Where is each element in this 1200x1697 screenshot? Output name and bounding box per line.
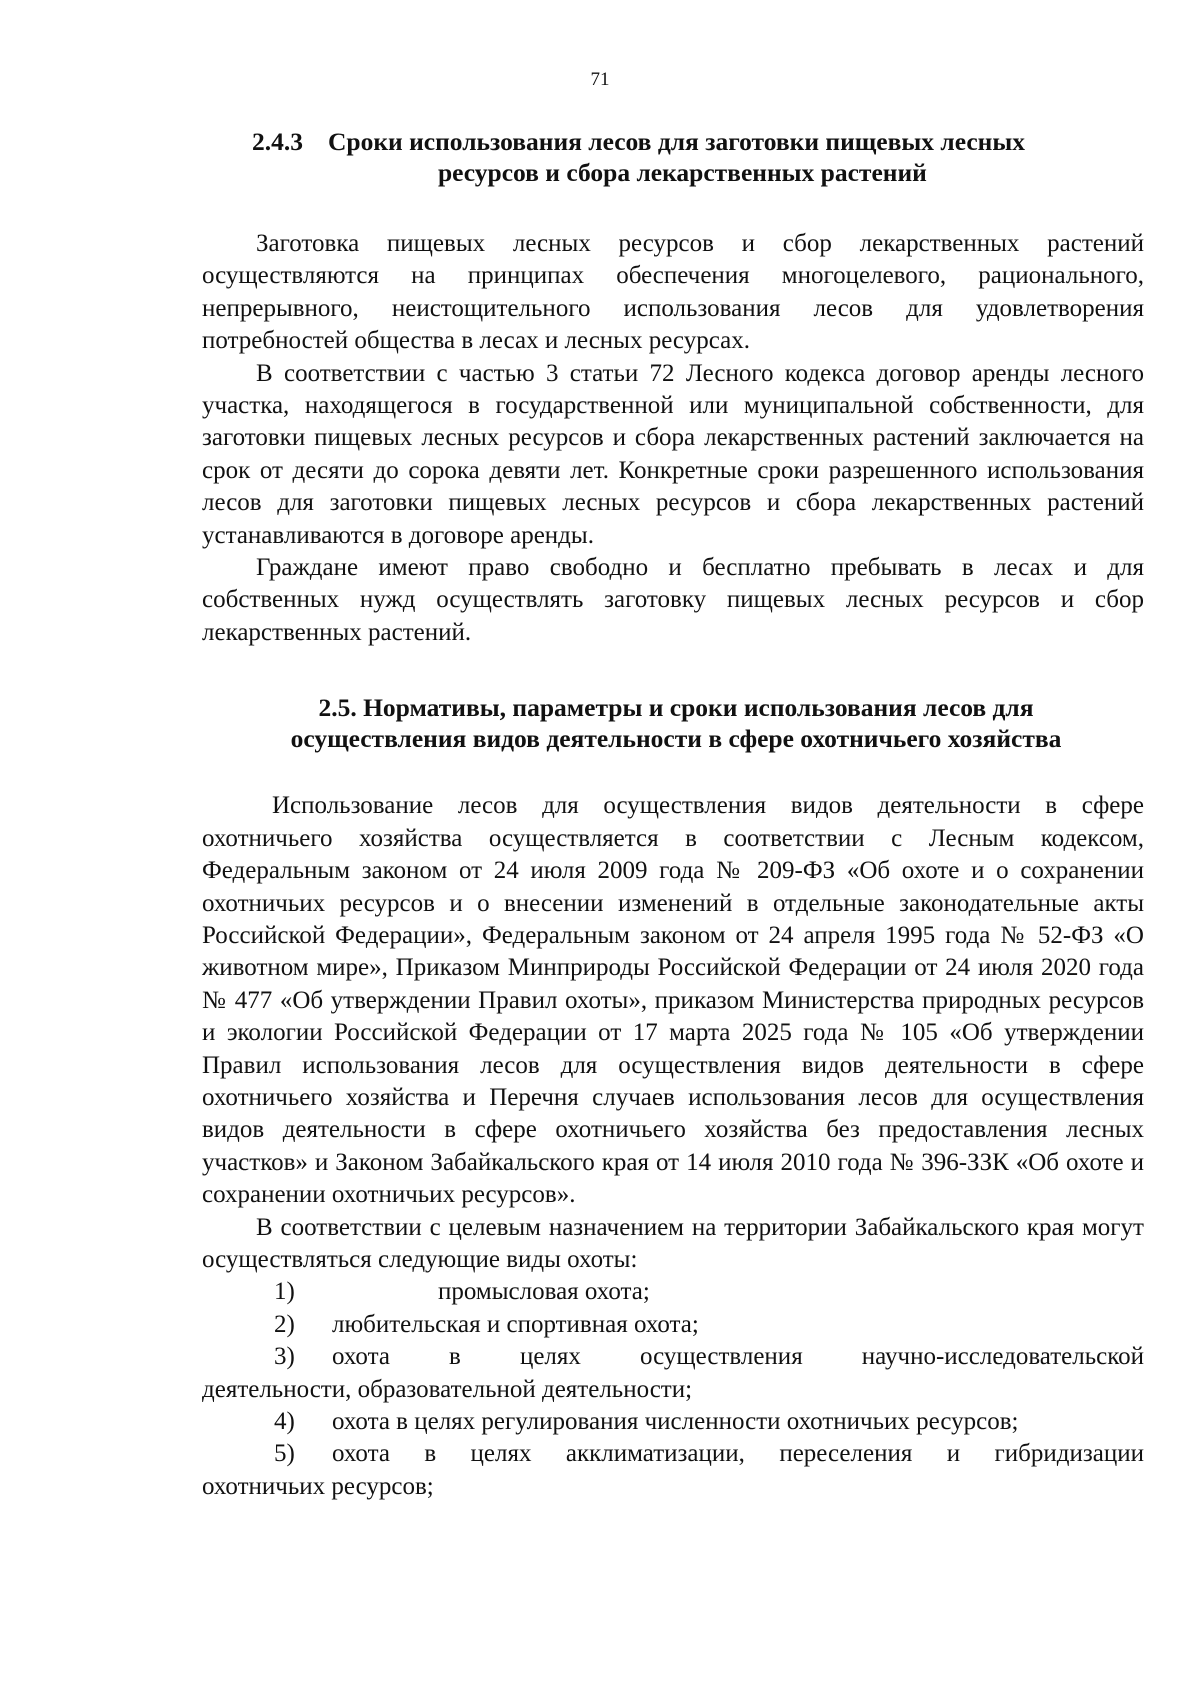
section-2-4-3-title-line1: Сроки использования лесов для заготовки пищевых лесных bbox=[328, 127, 1026, 156]
section-2-4-3-heading bbox=[202, 126, 1144, 188]
section-2-4-3-title-line2: ресурсов и сбора лекарственных растений bbox=[438, 158, 927, 187]
page-number: 71 bbox=[590, 69, 610, 90]
list-item-text-continued: охотничьих ресурсов; bbox=[202, 1472, 434, 1500]
document-body bbox=[202, 126, 1144, 1503]
hunting-type-item bbox=[202, 1276, 1144, 1308]
list-item-number: 3) bbox=[274, 1343, 295, 1371]
section-2-4-3-paragraph-3: Граждане имеют право свободно и бесплатно пребывать в лесах и для собственных нужд осуществлять заготовку пищевых лесных ресурсов и сбор лекарственных растений. bbox=[202, 554, 1144, 646]
section-2-4-3-number: 2.4.3 bbox=[252, 127, 303, 156]
list-item-first-line bbox=[202, 1438, 1144, 1470]
list-item-text-continued: деятельности, образовательной деятельности; bbox=[202, 1375, 693, 1403]
section-2-4-3-paragraph-1: Заготовка пищевых лесных ресурсов и сбор лекарственных растений осуществляются на принципах обеспечения многоцелевого, рационального, непрерывного, неистощительного использования лесов для удовлетворения потребностей общества в лесах и лесных ресурсах. bbox=[202, 230, 1144, 355]
section-2-5-paragraph-2: В соответствии с целевым назначением на территории Забайкальского края могут осуществляться следующие виды охоты: bbox=[202, 1213, 1144, 1273]
hunting-type-item bbox=[202, 1341, 1144, 1406]
list-item-text: любительская и спортивная охота; bbox=[332, 1310, 699, 1338]
section-2-5-title-line2: осуществления видов деятельности в сфере охотничьего хозяйства bbox=[290, 724, 1062, 754]
list-item-text: охота в целях осуществления научно-исследовательской bbox=[332, 1343, 1144, 1371]
hunting-type-item bbox=[202, 1309, 1144, 1341]
section-2-4-3-paragraph-2: В соответствии с частью 3 статьи 72 Лесного кодекса договор аренды лесного участка, находящегося в государственной или муниципальной собственности, для заготовки пищевых лесных ресурсов и сбора лекарственных растений заключается на срок от десяти до сорока девяти лет. Конкретные сроки разрешенного использования лесов для заготовки пищевых лесных ресурсов и сбора лекарственных растений устанавливаются в договоре аренды. bbox=[202, 359, 1144, 549]
hunting-type-item bbox=[202, 1406, 1144, 1438]
hunting-type-item bbox=[202, 1438, 1144, 1503]
section-2-5-paragraph-1: Использование лесов для осуществления видов деятельности в сфере охотничьего хозяйства осуществляется в соответствии с Лесным кодексом, Федеральным законом от 24 июля 2009 года № 209-ФЗ «Об охоте и о сохранении охотничьих ресурсов и о внесении изменений в отдельные законодательные акты Российской Федерации», Федеральным законом от 24 апреля 1995 года № 52-ФЗ «О животном мире», Приказом Минприроды Российской Федерации от 24 июля 2020 года № 477 «Об утверждении Правил охоты», приказом Министерства природных ресурсов и экологии Российской Федерации от 17 марта 2025 года № 105 «Об утверждении Правил использования лесов для осуществления видов деятельности в сфере охотничьего хозяйства и Перечня случаев использования лесов для осуществления видов деятельности в сфере охотничьего хозяйства без предоставления лесных участков» и Законом Забайкальского края от 14 июля 2010 года № 396-ЗЗК «Об охоте и сохранении охотничьих ресурсов». bbox=[202, 792, 1144, 1209]
section-2-5-title-line1: 2.5. Нормативы, параметры и сроки использования лесов для bbox=[318, 693, 1034, 723]
list-item-number: 4) bbox=[274, 1408, 295, 1435]
list-item-number: 2) bbox=[274, 1310, 295, 1338]
section-2-4-3-heading-line1 bbox=[202, 126, 1144, 157]
section-2-5-heading bbox=[202, 692, 1144, 754]
list-item-number: 1) bbox=[274, 1278, 295, 1306]
list-item-first-line bbox=[202, 1341, 1144, 1373]
list-item-text: промысловая охота; bbox=[438, 1278, 650, 1306]
list-item-number: 5) bbox=[274, 1440, 295, 1468]
list-item-text: охота в целях регулирования численности охотничьих ресурсов; bbox=[332, 1408, 1019, 1435]
list-item-text: охота в целях акклиматизации, переселения и гибридизации bbox=[332, 1440, 1144, 1468]
